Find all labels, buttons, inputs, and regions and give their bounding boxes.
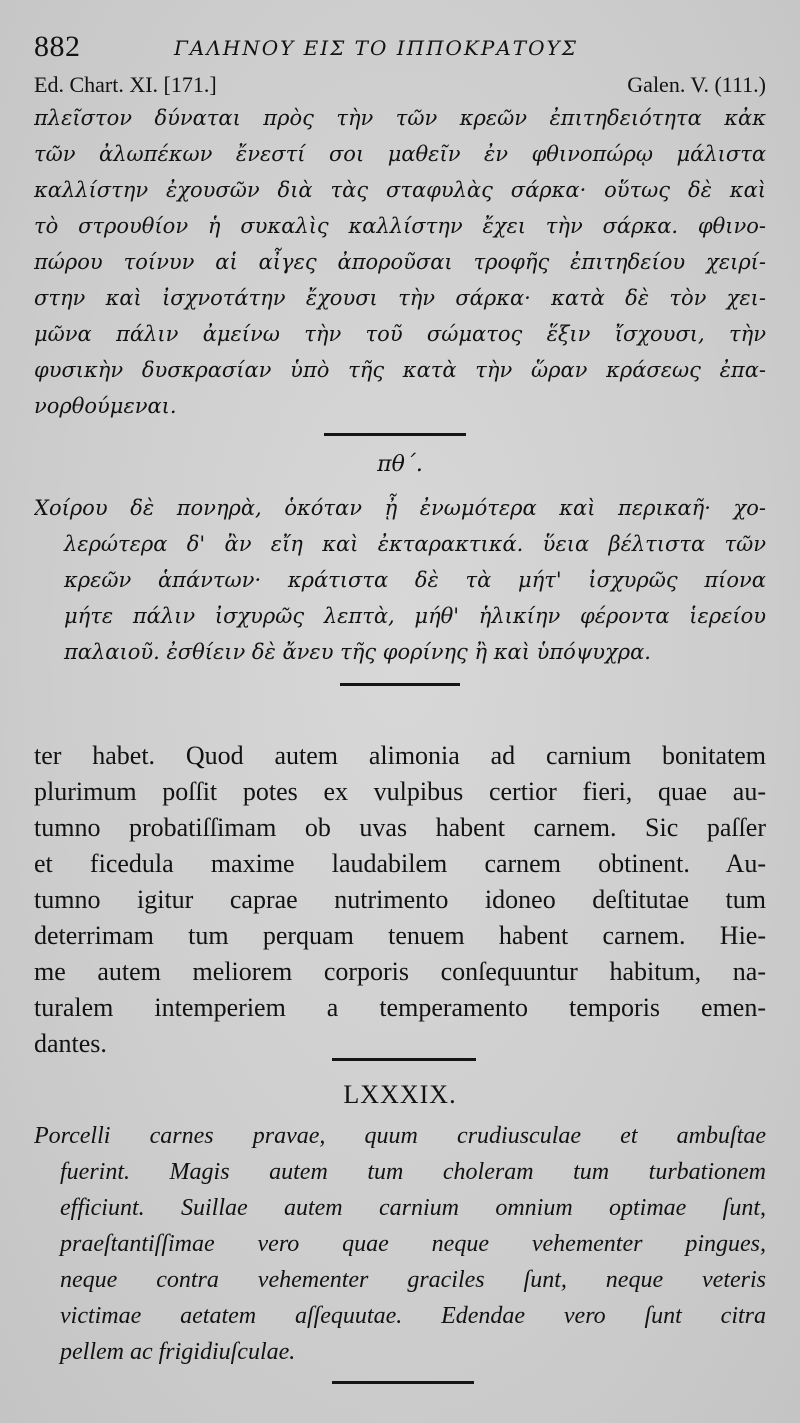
text-line: neque contra vehementer graciles ſunt, neque veteris [60,1267,766,1293]
greek-section-number: πθ΄. [377,452,423,477]
edition-reference-line [34,72,766,102]
text-line: efficiunt. Suillae autem carnium omnium optimae ſunt, [60,1195,766,1221]
section-divider [332,1381,474,1384]
greek-aphorism [34,490,766,670]
edition-reference-right: Galen. V. (111.) [627,72,766,97]
text-line: μήτε πάλιν ἰσχυρῶς λεπτὰ, μήθ' ἡλικίην φέροντα ἱερείου [64,604,766,628]
text-line: Porcelli carnes pravae, quum crudiusculae et ambuſtae [34,1123,766,1149]
page-number: 882 [34,30,81,63]
text-line: victimae aetatem aſſequutae. Edendae vero ſunt citra [60,1303,766,1329]
text-line: στην καὶ ἰσχνοτάτην ἔχουσι τὴν σάρκα· κατὰ δὲ τὸν χει- [34,286,766,310]
text-line: τὸ στρουθίον ἡ συκαλὶς καλλίστην ἔχει τὴν σάρκα. φθινο- [34,214,766,238]
latin-paragraph [34,738,766,1062]
text-line: fuerint. Magis autem tum choleram tum turbationem [60,1159,766,1185]
text-line: praeſtantiſſimae vero quae neque vehementer pingues, [60,1231,766,1257]
text-line: ter habet. Quod autem alimonia ad carnium bonitatem [34,741,766,770]
text-line: παλαιοῦ. ἐσθίειν δὲ ἄνευ τῆς φορίνης ἢ καὶ ὑπόψυχρα. [64,640,651,664]
text-line: Χοίρου δὲ πονηρὰ, ὁκόταν ᾖ ἐνωμότερα καὶ περικαῆ· χο- [34,496,766,520]
page-header [34,28,764,68]
section-divider [340,683,460,686]
text-line: μῶνα πάλιν ἀμείνω τὴν τοῦ σώματος ἕξιν ἴσχουσι, τὴν [34,322,766,346]
text-line: pellem ac frigidiuſculae. [60,1339,296,1365]
text-line: dantes. [34,1029,107,1058]
text-line: turalem intemperiem a temperamento temporis emen- [34,993,766,1022]
text-line: λερώτερα δ' ἂν εἴη καὶ ἐκταρακτικά. ὕεια βέλτιστα τῶν [64,532,766,556]
edition-reference-left: Ed. Chart. XI. [171.] [34,72,217,97]
text-line: νορθούμεναι. [34,394,177,418]
text-line: πλεῖστον δύναται πρὸς τὴν τῶν κρεῶν ἐπιτηδειότητα κἀκ [34,106,766,130]
text-line: et ficedula maxime laudabilem carnem obtinent. Au- [34,849,766,878]
section-divider [324,433,466,436]
text-line: tumno probatiſſimam ob uvas habent carnem. Sic paſſer [34,813,766,842]
latin-section-number: LXXXIX. [343,1080,457,1109]
text-line: tumno igitur caprae nutrimento idoneo deſtitutae tum [34,885,766,914]
greek-paragraph [34,100,766,424]
section-divider [332,1058,476,1061]
text-line: φυσικὴν δυσκρασίαν ὑπὸ τῆς κατὰ τὴν ὥραν κράσεως ἐπα- [34,358,766,382]
text-line: καλλίστην ἐχουσῶν διὰ τὰς σταφυλὰς σάρκα· οὕτως δὲ καὶ [34,178,766,202]
text-line: deterrimam tum perquam tenuem habent carnem. Hie- [34,921,766,950]
text-line: κρεῶν ἁπάντων· κράτιστα δὲ τὰ μήτ' ἰσχυρῶς πίονα [64,568,766,592]
running-title: ΓΑΛΗΝΟΥ ΕΙΣ ΤΟ ΙΠΠΟΚΡΑΤΟΥΣ [174,36,578,60]
text-line: τῶν ἀλωπέκων ἔνεστί σοι μαθεῖν ἐν φθινοπώρῳ μάλιστα [34,142,766,166]
text-line: plurimum poſſit potes ex vulpibus certior fieri, quae au- [34,777,766,806]
text-line: me autem meliorem corporis conſequuntur habitum, na- [34,957,766,986]
text-line: πώρου τοίνυν αἱ αἶγες ἀποροῦσαι τροφῆς ἐπιτηδείου χειρί- [34,250,766,274]
latin-aphorism [34,1118,766,1370]
